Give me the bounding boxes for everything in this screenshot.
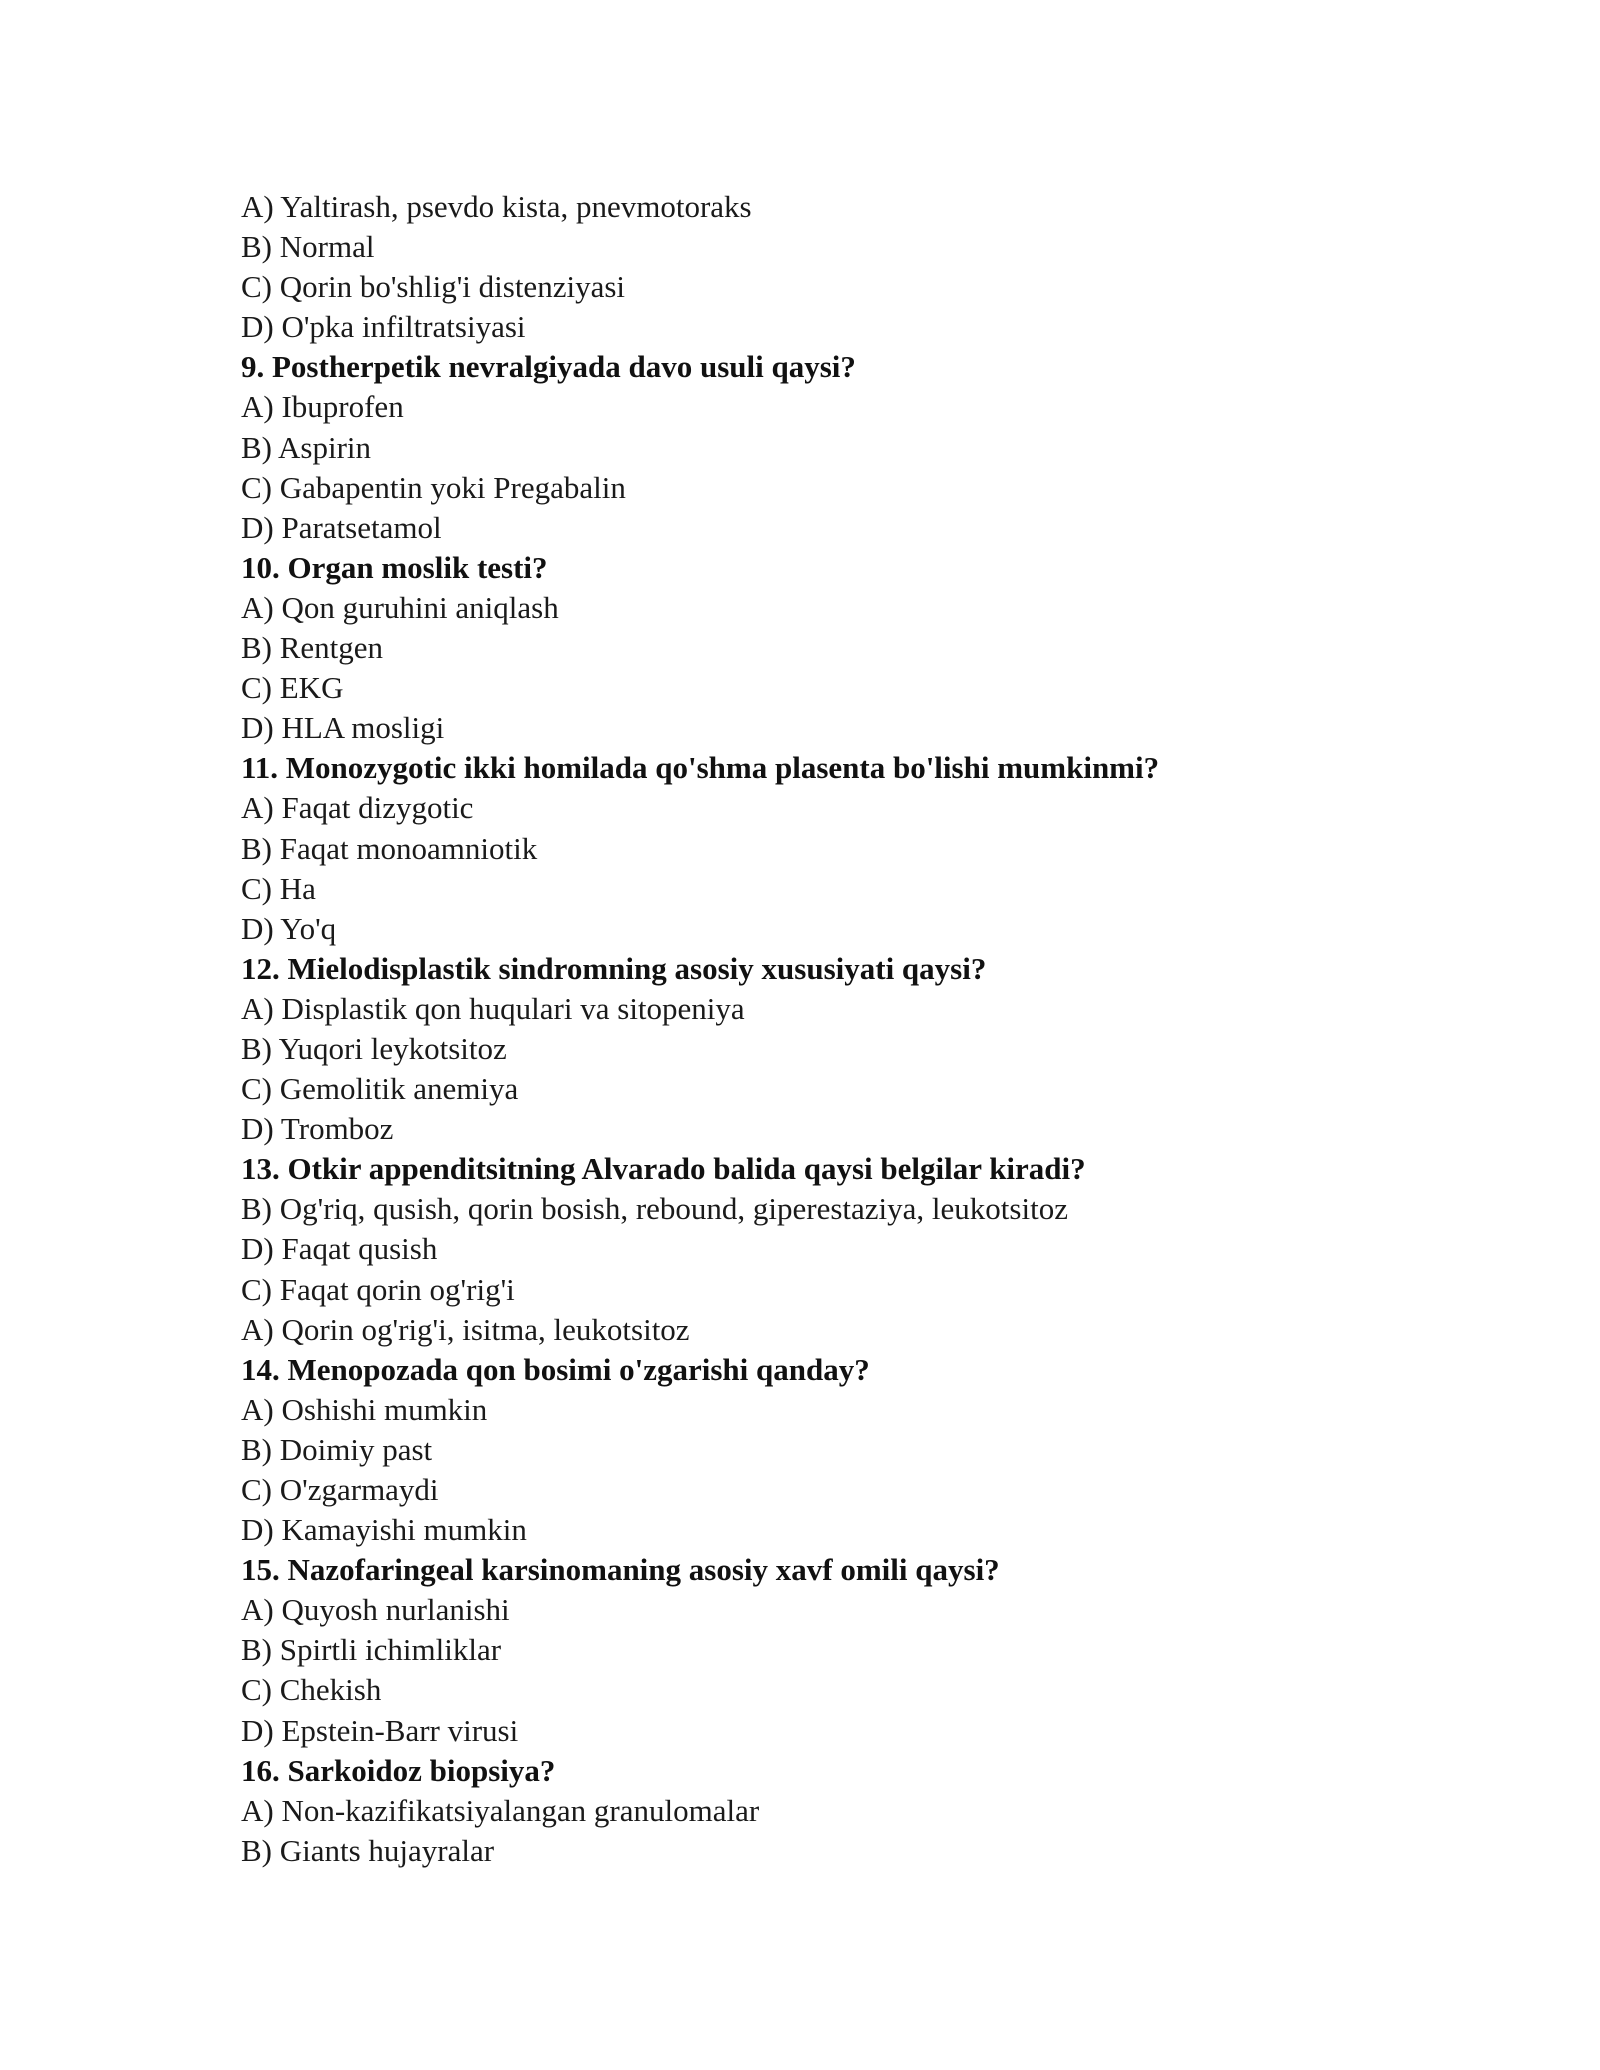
answer-option: D) Faqat qusish	[241, 1231, 438, 1267]
answer-option: C) Chekish	[241, 1672, 382, 1708]
question-text: 9. Postherpetik nevralgiyada davo usuli qaysi?	[241, 349, 856, 385]
answer-option: B) Doimiy past	[241, 1431, 433, 1467]
answer-option: A) Displastik qon huqulari va sitopeniya	[241, 990, 745, 1026]
question-text: 10. Organ moslik testi?	[241, 549, 548, 585]
answer-option: D) Yo'q	[241, 910, 337, 946]
answer-option: D) O'pka infiltratsiyasi	[241, 309, 526, 345]
answer-option: A) Qorin og'rig'i, isitma, leukotsitoz	[241, 1311, 690, 1347]
answer-option: B) Og'riq, qusish, qorin bosish, rebound, giperestaziya, leukotsitoz	[241, 1191, 1068, 1227]
answer-option: B) Spirtli ichimliklar	[241, 1632, 502, 1668]
answer-option: B) Rentgen	[241, 630, 384, 666]
answer-option: B) Giants hujayralar	[241, 1832, 495, 1868]
quiz-content	[241, 187, 1421, 1871]
question-text: 12. Mielodisplastik sindromning asosiy xususiyati qaysi?	[241, 950, 987, 986]
answer-option: C) Qorin bo'shlig'i distenziyasi	[241, 269, 626, 305]
answer-option: D) HLA mosligi	[241, 710, 445, 746]
answer-option: B) Aspirin	[241, 429, 372, 465]
question-text: 11. Monozygotic ikki homilada qo'shma plasenta bo'lishi mumkinmi?	[241, 750, 1160, 786]
answer-option: B) Normal	[241, 229, 375, 265]
answer-option: D) Paratsetamol	[241, 509, 442, 545]
answer-option: D) Tromboz	[241, 1111, 394, 1147]
answer-option: A) Non-kazifikatsiyalangan granulomalar	[241, 1792, 760, 1828]
answer-option: A) Quyosh nurlanishi	[241, 1592, 510, 1628]
answer-option: A) Ibuprofen	[241, 389, 404, 425]
question-text: 16. Sarkoidoz biopsiya?	[241, 1752, 556, 1788]
answer-option: C) Ha	[241, 870, 316, 906]
answer-option: D) Kamayishi mumkin	[241, 1512, 527, 1548]
question-text: 15. Nazofaringeal karsinomaning asosiy xavf omili qaysi?	[241, 1552, 1000, 1588]
answer-option: A) Oshishi mumkin	[241, 1391, 488, 1427]
answer-option: C) EKG	[241, 670, 344, 706]
question-text: 14. Menopozada qon bosimi o'zgarishi qanday?	[241, 1351, 870, 1387]
answer-option: C) Gemolitik anemiya	[241, 1071, 519, 1107]
answer-option: C) Gabapentin yoki Pregabalin	[241, 469, 626, 505]
answer-option: C) Faqat qorin og'rig'i	[241, 1271, 515, 1307]
answer-option: B) Yuqori leykotsitoz	[241, 1030, 507, 1066]
question-text: 13. Otkir appenditsitning Alvarado balida qaysi belgilar kiradi?	[241, 1151, 1086, 1187]
answer-option: A) Yaltirash, psevdo kista, pnevmotoraks	[241, 189, 752, 224]
answer-option: C) O'zgarmaydi	[241, 1472, 439, 1507]
answer-option: B) Faqat monoamniotik	[241, 830, 538, 866]
answer-option: A) Faqat dizygotic	[241, 790, 474, 826]
answer-option: D) Epstein-Barr virusi	[241, 1712, 519, 1748]
answer-option: A) Qon guruhini aniqlash	[241, 589, 559, 625]
